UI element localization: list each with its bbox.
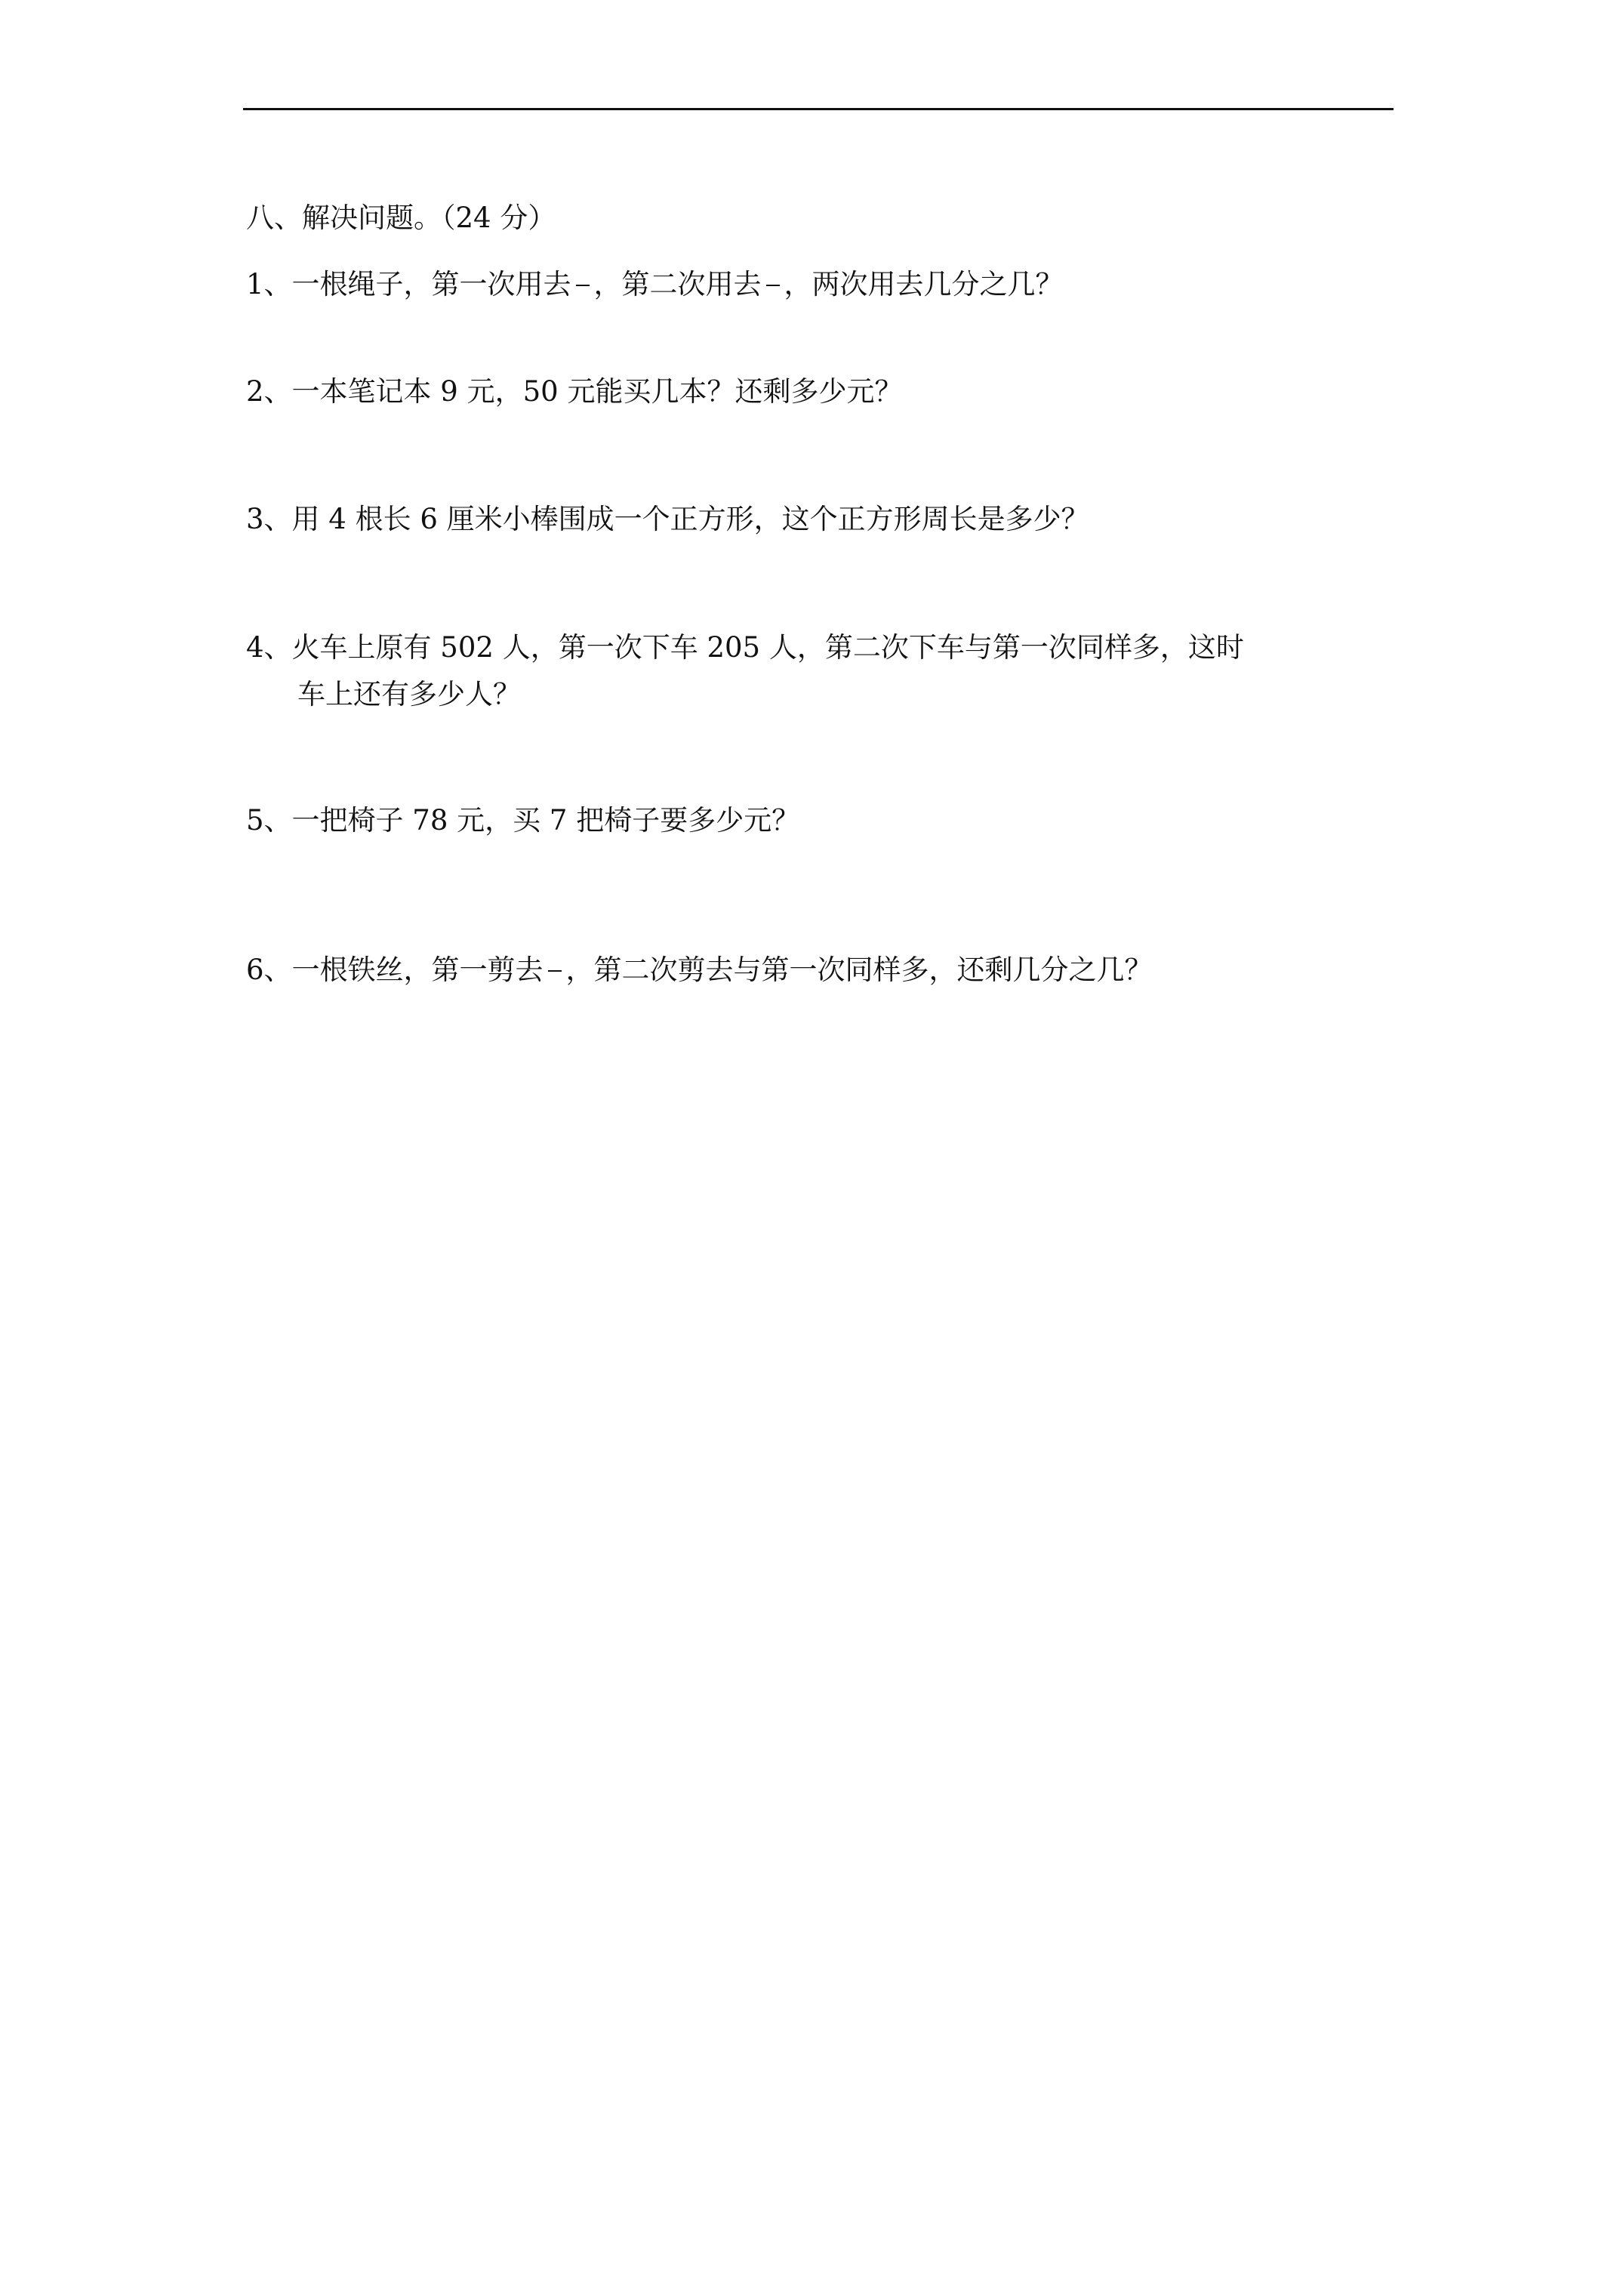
- problem-text: ，第二次用去: [593, 268, 762, 300]
- problem-number: 2: [246, 375, 264, 408]
- problem-3: [246, 496, 1394, 543]
- problem-number: 3: [246, 503, 264, 535]
- problem-4: [246, 624, 1394, 718]
- problem-2-line: [246, 368, 1394, 415]
- problem-1: [246, 261, 1394, 308]
- fraction-blank: [766, 285, 780, 286]
- problem-text: 一本笔记本 9 元，50 元能买几本？还剩多少元？: [291, 375, 903, 408]
- problem-number: 5: [246, 804, 264, 837]
- problem-1-line: [246, 261, 1394, 308]
- problem-6-line: [246, 947, 1394, 994]
- problem-text: ，两次用去几分之几？: [784, 268, 1064, 300]
- problem-separator: 、: [263, 954, 292, 986]
- problem-text: 一把椅子 78 元，买 7 把椅子要多少元？: [291, 804, 800, 837]
- problem-separator: 、: [263, 375, 292, 408]
- problem-text: 火车上原有 502 人，第一次下车 205 人，第二次下车与第一次同样多，这时: [291, 631, 1244, 664]
- header-rule: [243, 108, 1394, 110]
- problem-separator: 、: [263, 503, 292, 535]
- problem-separator: 、: [263, 268, 292, 300]
- problem-5-line: [246, 797, 1394, 844]
- section-title: 八、解决问题。（24 分）: [246, 202, 556, 234]
- problem-number: 1: [246, 268, 264, 300]
- problem-text: ，第二次剪去与第一次同样多，还剩几分之几？: [565, 954, 1153, 986]
- problem-text: 一根绳子，第一次用去: [291, 268, 571, 300]
- problem-separator: 、: [263, 631, 292, 664]
- problem-separator: 、: [263, 804, 292, 837]
- fraction-blank: [548, 970, 562, 972]
- problem-6: [246, 947, 1394, 994]
- problem-4-line-1: [246, 624, 1394, 671]
- problem-4-line-2: 车上还有多少人？: [297, 678, 521, 710]
- fraction-blank: [576, 285, 590, 286]
- problem-2: [246, 368, 1394, 415]
- problem-text: 一根铁丝，第一剪去: [291, 954, 544, 986]
- problem-number: 4: [246, 631, 264, 664]
- problem-number: 6: [246, 954, 264, 986]
- problem-3-line: [246, 496, 1394, 543]
- problem-5: [246, 797, 1394, 844]
- problem-text: 用 4 根长 6 厘米小棒围成一个正方形，这个正方形周长是多少？: [291, 503, 1089, 535]
